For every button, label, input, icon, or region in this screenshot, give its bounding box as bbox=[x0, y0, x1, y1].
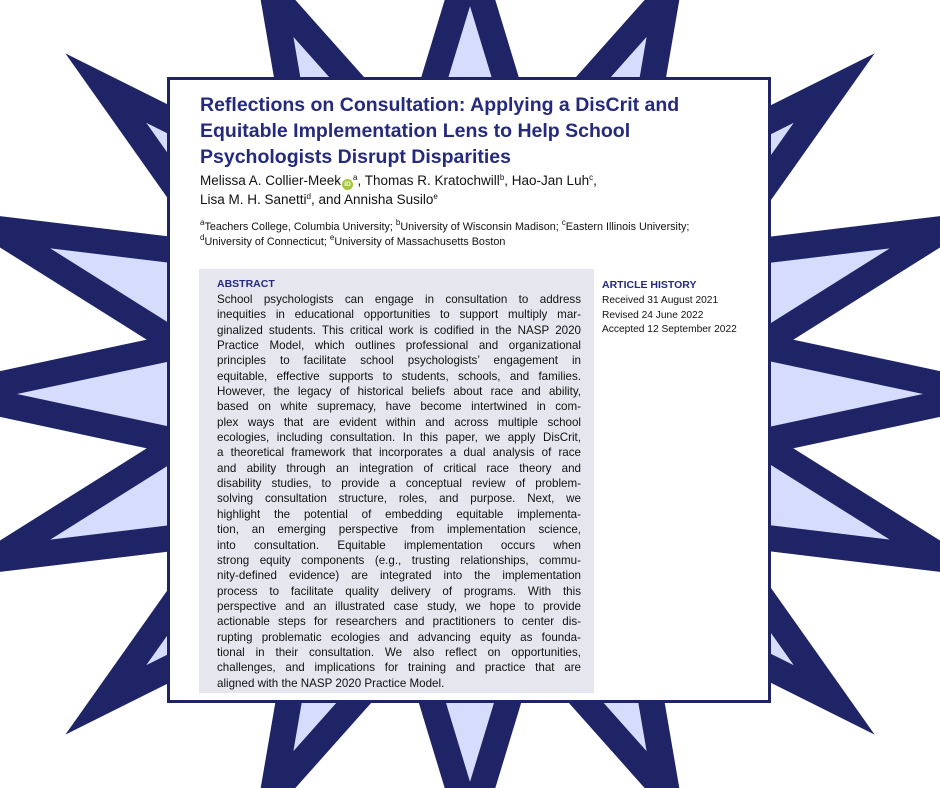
abstract-line: inequities in educational opportunities to support multiply mar- bbox=[217, 308, 581, 322]
author-name[interactable]: Annisha Susilo bbox=[344, 192, 434, 207]
abstract-line: aligned with the NASP 2020 Practice Model. bbox=[217, 676, 445, 690]
abstract-line: plex ways that are evident within and across multiple school bbox=[217, 415, 581, 429]
affiliation-mark: d bbox=[200, 232, 205, 242]
abstract-line: Practice Model, which outlines professional and organizational bbox=[217, 339, 581, 353]
orcid-icon[interactable]: iD bbox=[342, 179, 353, 190]
abstract-box bbox=[199, 269, 594, 693]
article-history-heading: ARTICLE HISTORY bbox=[602, 279, 697, 291]
affiliation-mark: c bbox=[561, 218, 566, 227]
affiliation-mark: a bbox=[200, 218, 205, 227]
abstract-line: highlight the potential of embedding equitable implementa- bbox=[217, 507, 581, 521]
affiliation-mark: e bbox=[329, 232, 335, 242]
author-separator: , bbox=[593, 173, 597, 188]
author-name[interactable]: Melissa A. Collier-Meek bbox=[200, 173, 342, 188]
author-separator: , bbox=[357, 173, 365, 188]
abstract-line: nity-defined evidence) are integrated into the implementation bbox=[217, 569, 581, 583]
history-received: Received 31 August 2021 bbox=[602, 295, 719, 306]
affiliation-text: University of Massachusetts Boston bbox=[334, 235, 506, 248]
history-revised: Revised 24 June 2022 bbox=[602, 309, 704, 321]
author-affiliation-mark: e bbox=[433, 192, 438, 201]
abstract-line: perspective and an illustrated case study, we hope to provide bbox=[217, 599, 581, 613]
abstract-text bbox=[217, 292, 581, 691]
abstract-line: solving consultation structure, roles, and purpose. Next, we bbox=[217, 492, 581, 506]
abstract-line: and ability through an integration of critical race theory and bbox=[217, 461, 581, 475]
author-affiliation-mark: a bbox=[353, 173, 358, 182]
abstract-line: ecologies, including consultation. In this paper, we apply DisCrit, bbox=[217, 431, 581, 445]
abstract-heading: ABSTRACT bbox=[217, 278, 275, 290]
history-accepted: Accepted 12 September 2022 bbox=[602, 324, 737, 335]
abstract-line: However, the legacy of historical beliefs about race and ability, bbox=[217, 385, 581, 399]
article-history bbox=[602, 279, 762, 338]
abstract-line: disability studies, to provide a conceptual review of problem- bbox=[217, 477, 581, 491]
abstract-line: School psychologists can engage in consultation to address bbox=[217, 293, 581, 306]
abstract-line: strong equity components (e.g., trusting relationships, commu- bbox=[217, 553, 581, 567]
abstract-line: into consultation. Equitable implementation occurs when bbox=[217, 538, 581, 552]
affiliation-text: University of Connecticut; bbox=[204, 235, 330, 248]
abstract-line: tion, an emerging perspective from implementation science, bbox=[217, 523, 581, 537]
author-affiliation-mark: d bbox=[306, 192, 311, 201]
affiliation-text: Eastern Illinois University; bbox=[565, 221, 690, 233]
abstract-line: based on white supremacy, have become intertwined in com- bbox=[217, 400, 581, 414]
author-name[interactable]: Hao-Jan Luh bbox=[511, 173, 590, 188]
author-separator: , and bbox=[311, 192, 345, 207]
author-list bbox=[200, 171, 740, 209]
author-separator: , bbox=[504, 173, 512, 188]
abstract-line: equitable, effective supports to students, schools, and families. bbox=[217, 369, 581, 383]
abstract-line: rupting problematic ecologies and advancing equity as founda- bbox=[217, 630, 581, 644]
author-affiliation-mark: c bbox=[589, 173, 594, 182]
paper-card bbox=[167, 77, 771, 703]
author-name[interactable]: Lisa M. H. Sanetti bbox=[200, 192, 307, 207]
author-name[interactable]: Thomas R. Kratochwill bbox=[364, 173, 500, 188]
abstract-line: challenges, and implications for training and practice that are bbox=[217, 661, 581, 675]
abstract-line: ginalized students. This critical work is codified in the NASP 2020 bbox=[217, 323, 581, 337]
abstract-line: actionable steps for researchers and practitioners to center dis- bbox=[217, 615, 581, 629]
affiliations bbox=[200, 220, 750, 249]
abstract-line: process to facilitate quality delivery of programs. With this bbox=[217, 584, 581, 598]
author-affiliation-mark: b bbox=[499, 173, 505, 182]
abstract-line: a theoretical framework that incorporates a dual analysis of race bbox=[217, 446, 581, 460]
abstract-line: tional in their consultation. We also reflect on opportunities, bbox=[217, 645, 581, 659]
paper-title: Reflections on Consultation: Applying a DisCrit and Equitable Implementation Lens to Help School Psychologists Disrupt Disparities bbox=[200, 94, 680, 168]
abstract-line: principles to facilitate school psychologists’ engagement in bbox=[217, 354, 581, 368]
affiliation-mark: b bbox=[395, 218, 401, 227]
affiliation-text: Teachers College, Columbia University; bbox=[204, 221, 396, 233]
affiliation-text: University of Wisconsin Madison; bbox=[400, 221, 562, 233]
